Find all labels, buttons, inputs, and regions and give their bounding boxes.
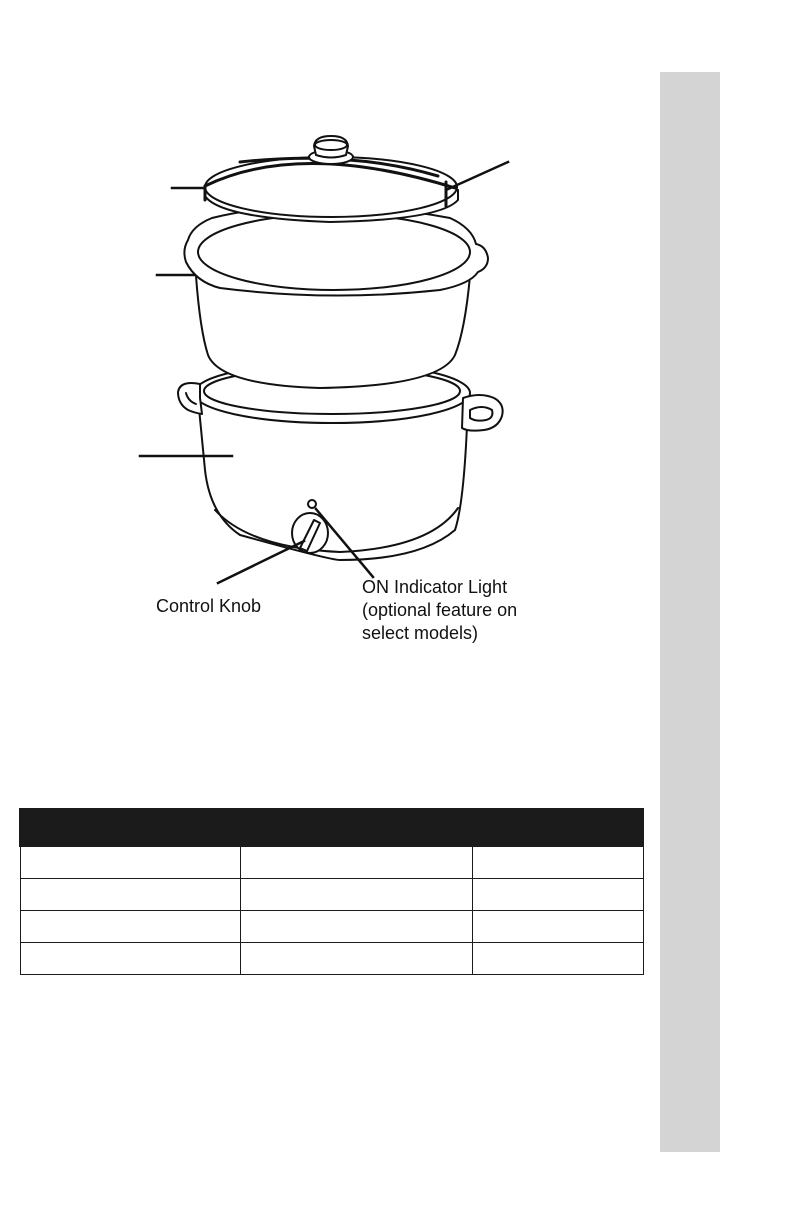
table-cell [472,911,643,943]
leader-knob [218,541,304,583]
glass-lid [205,136,458,222]
table-cell [240,911,472,943]
table-header-row [20,809,643,846]
label-indicator-light [362,576,602,645]
table-row [20,846,643,879]
table-cell [20,911,240,943]
base-handle-left [178,383,202,414]
label-indicator-light-line1: ON Indicator Light [362,577,508,597]
table-cell [240,846,472,879]
lid-top [205,157,457,217]
table-header-cell [240,809,472,846]
table-cell [240,943,472,975]
base-unit [178,363,503,560]
table-cell [472,879,643,911]
table-cell [472,943,643,975]
stoneware-crock [184,205,488,388]
table-header-cell [20,809,240,846]
table-cell [20,846,240,879]
table-cell [240,879,472,911]
label-control-knob: Control Knob [156,596,262,616]
leader-lid-right [446,162,508,190]
table-row [20,879,643,911]
table-cell [20,879,240,911]
base-handle-right [462,395,503,431]
label-indicator-light-line2: (optional feature on [362,600,518,620]
table-cell [20,943,240,975]
spec-table [19,808,644,975]
table-header-cell [472,809,643,846]
table-cell [472,846,643,879]
table-row [20,943,643,975]
indicator-light [308,500,316,508]
table-row [20,911,643,943]
label-indicator-light-line3: select models) [362,623,479,643]
